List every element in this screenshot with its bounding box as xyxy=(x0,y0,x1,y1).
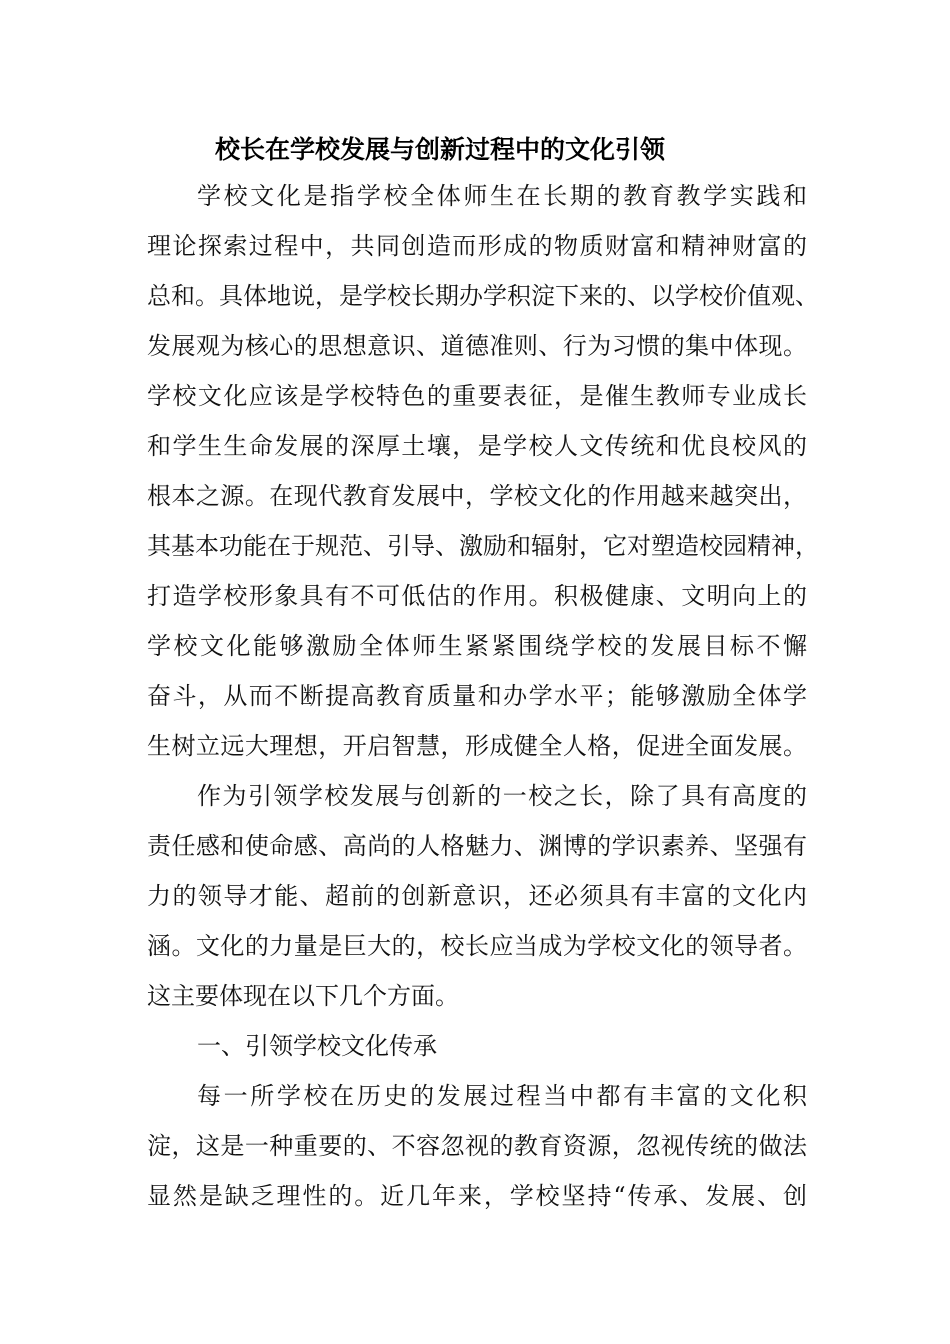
paragraph-line: 打造学校形象具有不可低估的作用。积极健康、文明向上的 xyxy=(147,582,807,610)
paragraph-line: 学校文化能够激励全体师生紧紧围绕学校的发展目标不懈 xyxy=(147,632,807,660)
section-heading: 一、引领学校文化传承 xyxy=(197,1032,437,1060)
paragraph-line: 作为引领学校发展与创新的一校之长，除了具有高度的 xyxy=(197,782,807,810)
paragraph-line: 发展观为核心的思想意识、道德准则、行为习惯的集中体现。 xyxy=(147,332,807,360)
paragraph-line: 奋斗，从而不断提高教育质量和办学水平；能够激励全体学 xyxy=(147,682,807,710)
paragraph-line: 总和。具体地说，是学校长期办学积淀下来的、以学校价值观、 xyxy=(147,282,819,310)
paragraph-line: 这主要体现在以下几个方面。 xyxy=(147,982,459,1010)
paragraph-line: 涵。文化的力量是巨大的，校长应当成为学校文化的领导者。 xyxy=(147,932,807,960)
paragraph-line: 淀，这是一种重要的、不容忽视的教育资源，忽视传统的做法 xyxy=(147,1132,807,1160)
paragraph-line: 其基本功能在于规范、引导、激励和辐射，它对塑造校园精神， xyxy=(147,532,819,560)
paragraph-line: 学校文化应该是学校特色的重要表征，是催生教师专业成长 xyxy=(147,382,807,410)
paragraph-line: 根本之源。在现代教育发展中，学校文化的作用越来越突出， xyxy=(147,482,807,510)
document-title: 校长在学校发展与创新过程中的文化引领 xyxy=(215,135,666,164)
paragraph-line: 显然是缺乏理性的。近几年来，学校坚持“传承、发展、创 xyxy=(147,1182,807,1210)
paragraph-line: 生树立远大理想，开启智慧，形成健全人格，促进全面发展。 xyxy=(147,732,807,760)
paragraph-line: 责任感和使命感、高尚的人格魅力、渊博的学识素养、坚强有 xyxy=(147,832,807,860)
paragraph-line: 力的领导才能、超前的创新意识，还必须具有丰富的文化内 xyxy=(147,882,807,910)
paragraph-line: 学校文化是指学校全体师生在长期的教育教学实践和 xyxy=(197,182,807,210)
paragraph-line: 和学生生命发展的深厚土壤，是学校人文传统和优良校风的 xyxy=(147,432,807,460)
paragraph-line: 每一所学校在历史的发展过程当中都有丰富的文化积 xyxy=(197,1082,807,1110)
paragraph-line: 理论探索过程中，共同创造而形成的物质财富和精神财富的 xyxy=(147,232,807,260)
